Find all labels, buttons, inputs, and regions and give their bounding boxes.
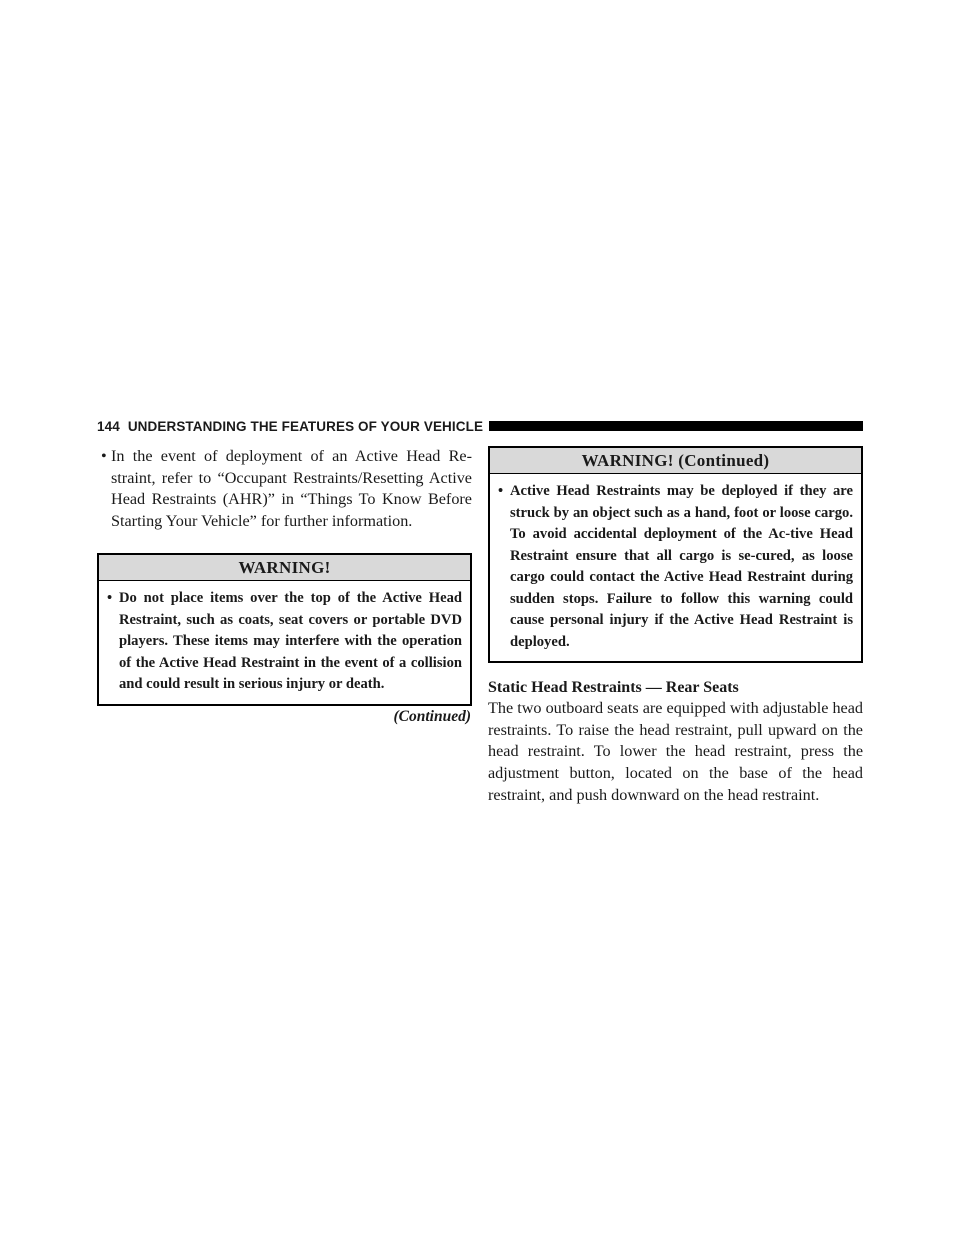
section-heading: Static Head Restraints — Rear Seats	[488, 679, 739, 696]
warning-bullet	[496, 481, 853, 653]
section-title: UNDERSTANDING THE FEATURES OF YOUR VEHICLE	[127, 418, 484, 434]
bullet-item	[97, 446, 472, 532]
warning-title: WARNING! (Continued)	[490, 448, 861, 474]
bullet-dot: •	[101, 447, 107, 465]
bullet-dot: •	[107, 590, 113, 606]
left-column	[97, 446, 472, 726]
body-paragraph: The two outboard seats are equipped with adjustable head restraints. To raise the head restraint, pull upward on the head restraint. To lower the head restraint, press the adjustment button, located on the base of the head restraint, and push downward on the head restraint.	[488, 699, 863, 804]
page-header	[97, 416, 863, 436]
bullet-dot: •	[498, 483, 504, 499]
continued-label: (Continued)	[393, 707, 471, 725]
header-text	[97, 419, 483, 434]
warning-body	[99, 581, 470, 704]
warning-text: Active Head Restraints may be deployed if they are struck by an object such as a hand, foot or loose cargo. To avoid accidental deployment of the Ac-tive Head Restraint ensure that all cargo is se-cured, as loose cargo could contact the Active Head Restraint during sudden stops. Failure to follow this warning could cause personal injury if the Active Head Restraint is deployed.	[510, 483, 853, 650]
bullet-text: In the event of deployment of an Active Head Re-straint, refer to “Occupant Restraints/Resetting Active Head Restraints (AHR)” in “Things To Know Before Starting Your Vehicle” for further information.	[111, 447, 472, 530]
warning-text: Do not place items over the top of the Active Head Restraint, such as coats, seat covers or portable DVD players. These items may interfere with the operation of the Active Head Restraint in the event of a collision and could result in serious injury or death.	[119, 590, 462, 692]
right-column	[488, 446, 863, 807]
warning-box-continued	[488, 446, 863, 663]
header-rule	[489, 421, 863, 431]
warning-bullet	[105, 588, 462, 696]
page-number: 144	[97, 418, 120, 434]
warning-box	[97, 553, 472, 706]
warning-body	[490, 474, 861, 661]
warning-title: WARNING!	[99, 555, 470, 581]
